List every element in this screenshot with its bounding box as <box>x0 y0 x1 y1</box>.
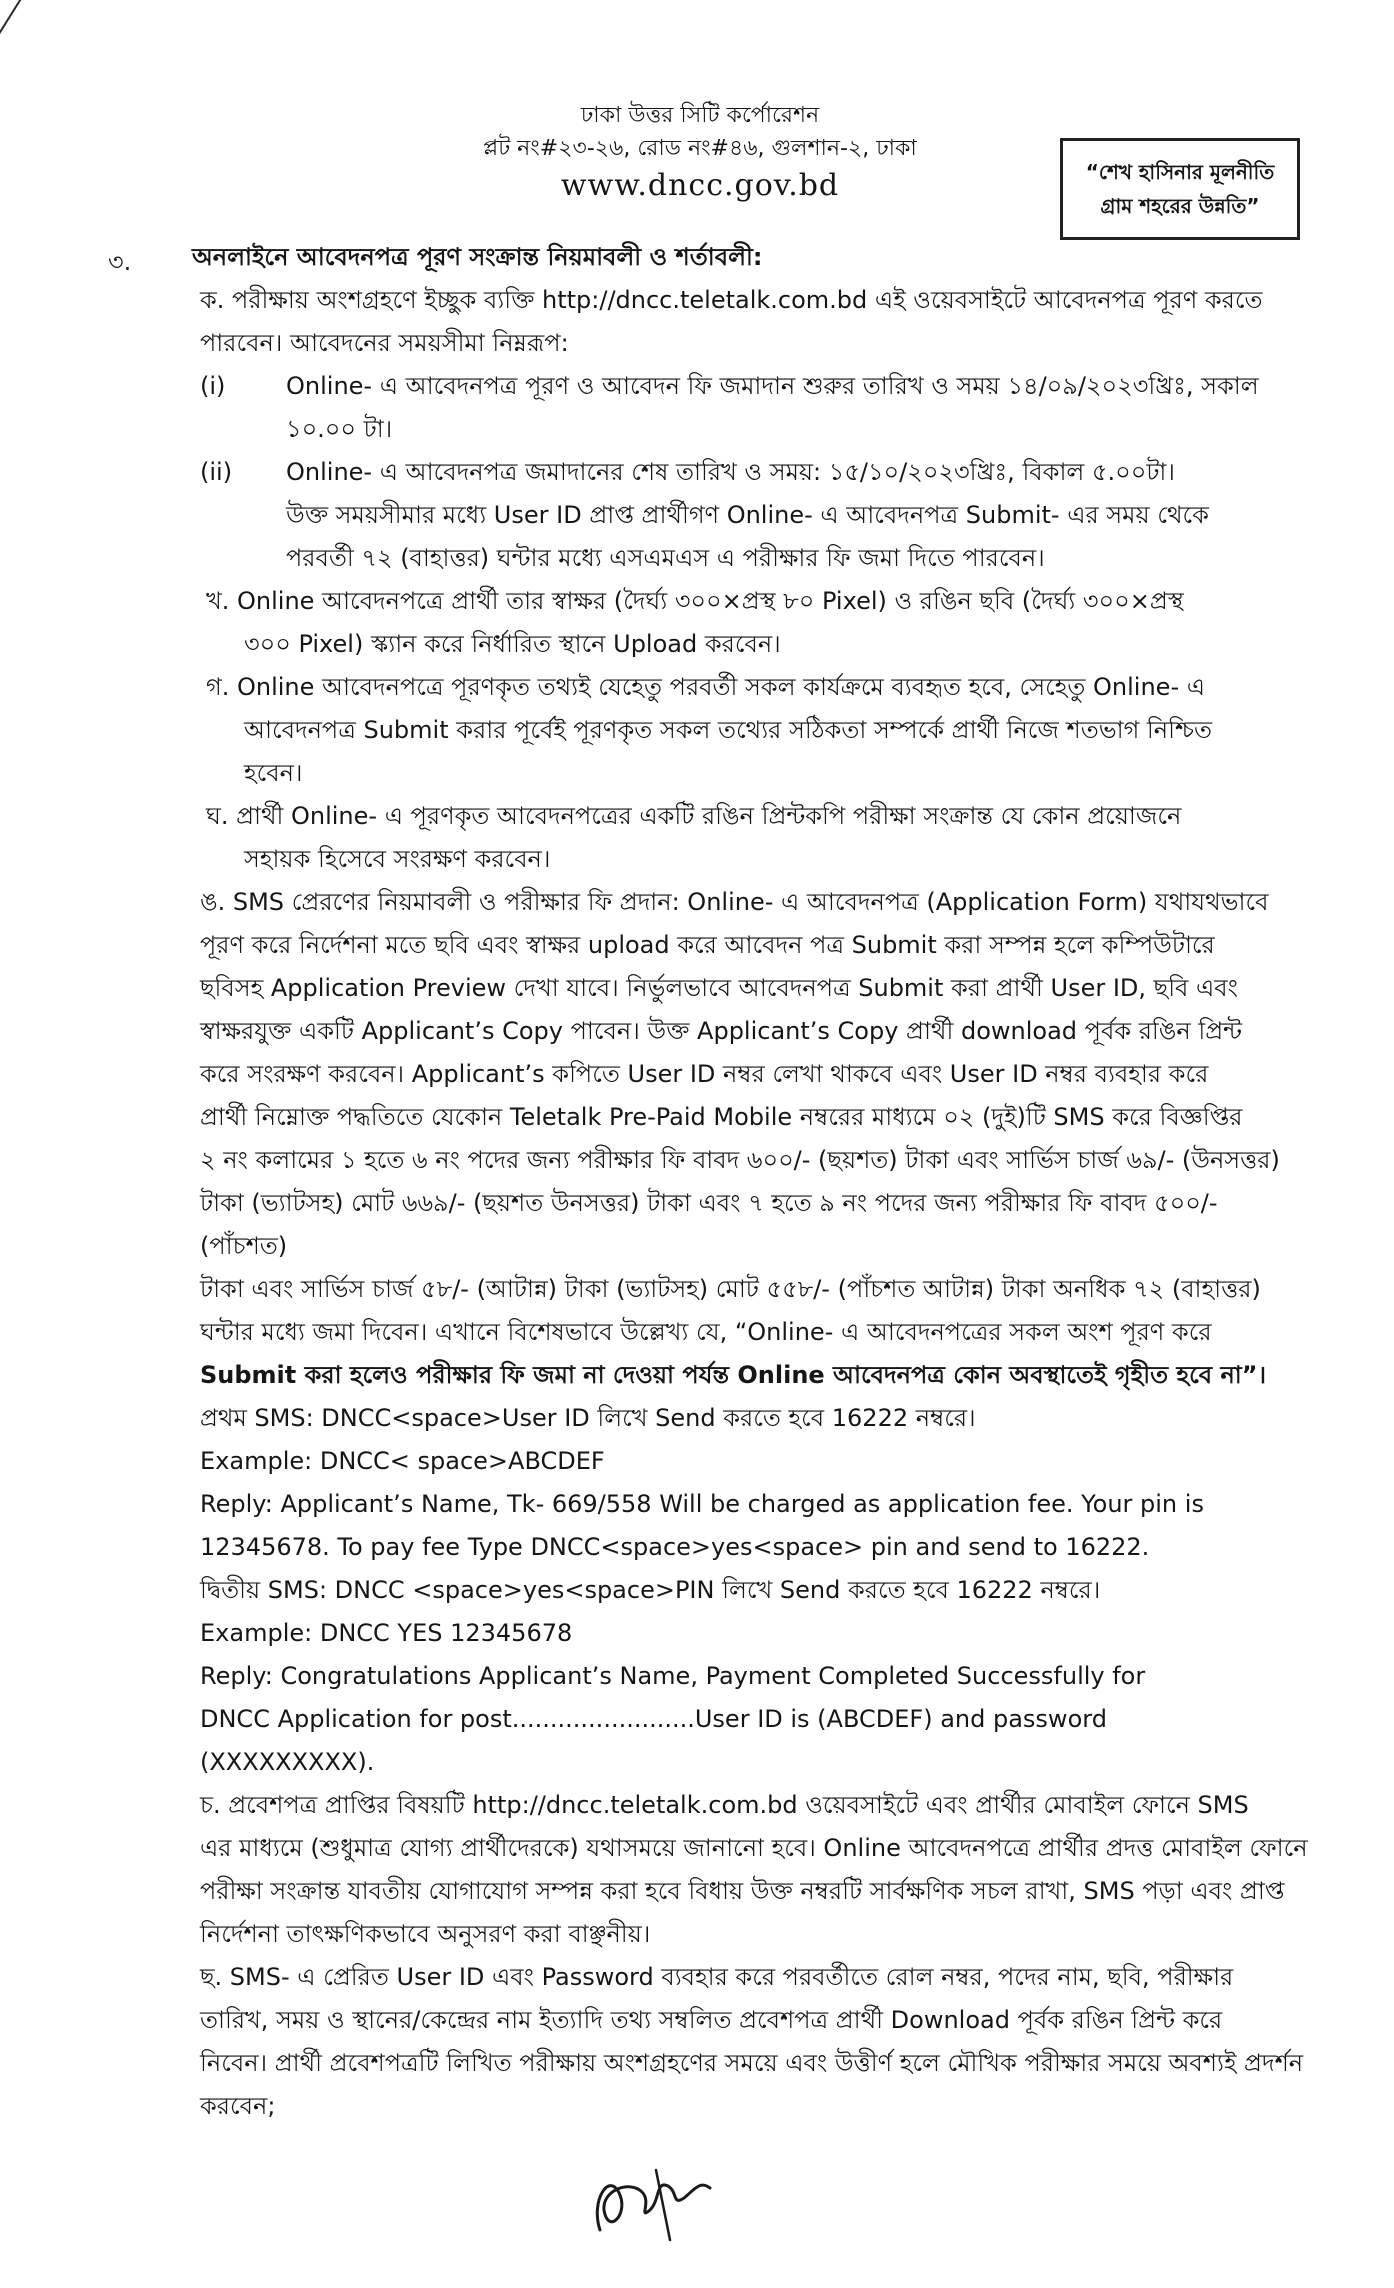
item-uma-line-4: স্বাক্ষরযুক্ত একটি Applicant’s Copy পাবেন। উক্ত Applicant’s Copy প্রার্থী download পূর্বক রঙিন প্রিন্ট <box>200 1017 1243 1045</box>
item-ii-line-2: উক্ত সময়সীমার মধ্যে User ID প্রাপ্ত প্রার্থীগণ Online- এ আবেদনপত্র Submit- এর সময় থেকে <box>286 501 1209 529</box>
org-name: ঢাকা উত্তর সিটি কর্পোরেশন <box>580 103 820 128</box>
item-gha-line-1: ঘ. প্রার্থী Online- এ পূরণকৃত আবেদনপত্রের একটি রঙিন প্রিন্টকপি পরীক্ষা সংক্রান্ত যে কোন প্রয়োজনে <box>206 802 1182 830</box>
item-ii-label: (ii) <box>200 458 233 486</box>
sms-reply-2-line-2: DNCC Application for post........................User ID is (ABCDEF) and password <box>200 1705 1107 1733</box>
sms-reply-1-line-1: Reply: Applicant’s Name, Tk- 669/558 Will be charged as application fee. Your pin is <box>200 1490 1204 1518</box>
item-ka-line-1: ক. পরীক্ষায় অংশগ্রহণে ইচ্ছুক ব্যক্তি http://dncc.teletalk.com.bd এই ওয়েবসাইটে আবেদনপত্র পূরণ করতে <box>200 286 1263 314</box>
item-chha-line-2: তারিখ, সময় ও স্থানের/কেন্দ্রের নাম ইত্যাদি তথ্য সম্বলিত প্রবেশপত্র প্রার্থী Download পূর্বক রঙিন প্রিন্ট করে <box>200 2006 1223 2034</box>
item-i-line-2: ১০.০০ টা। <box>286 415 393 443</box>
item-chha-line-4: করবেন; <box>200 2092 276 2120</box>
item-ga-line-3: হবেন। <box>244 759 303 787</box>
sms-reply-2-line-1: Reply: Congratulations Applicant’s Name, Payment Completed Successfully for <box>200 1662 1146 1690</box>
section-content <box>192 236 1310 2128</box>
item-ii-line-3: পরবর্তী ৭২ (বাহাত্তর) ঘন্টার মধ্যে এসএমএস এ পরীক্ষার ফি জমা দিতে পারবেন। <box>286 544 1045 572</box>
sms-example-2: Example: DNCC YES 12345678 <box>200 1619 573 1647</box>
item-ii-line-1: Online- এ আবেদনপত্র জমাদানের শেষ তারিখ ও সময়: ১৫/১০/২০২৩খ্রিঃ, বিকাল ৫.০০টা। <box>286 458 1175 486</box>
sms-reply-1-line-2: 12345678. To pay fee Type DNCC<space>yes<space> pin and send to 16222. <box>200 1533 1150 1561</box>
item-uma-line-11: Submit করা হলেও পরীক্ষার ফি জমা না দেওয়া পর্যন্ত Online আবেদনপত্র কোন অবস্থাতেই গৃহীত হবে না”। <box>200 1361 1267 1389</box>
item-uma-line-10: ঘন্টার মধ্যে জমা দিবেন। এখানে বিশেষভাবে উল্লেখ্য যে, “Online- এ আবেদনপত্রের সকল অংশ পূরণ করে <box>200 1318 1212 1346</box>
section-number: ৩. <box>108 248 132 276</box>
scan-edge-line <box>0 0 27 41</box>
item-ga-line-1: গ. Online আবেদনপত্রে পূরণকৃত তথ্যই যেহেতু পরবর্তী সকল কার্যক্রমে ব্যবহৃত হবে, সেহেতু Online- এ <box>206 673 1205 701</box>
item-i <box>192 365 1310 451</box>
org-address: প্লট নং#২৩-২৬, রোড নং#৪৬, গুলশান-২, ঢাকা <box>483 136 917 161</box>
item-uma-line-7: ২ নং কলামের ১ হতে ৬ নং পদের জন্য পরীক্ষার ফি বাবদ ৬০০/- (ছয়শত) টাকা এবং সার্ভিস চার্জ ৬৯/- (উনসত্তর) <box>200 1146 1280 1174</box>
sms-reply-2-line-3: (XXXXXXXXX). <box>200 1748 375 1776</box>
handwritten-signature <box>560 2140 740 2250</box>
item-i-line-1: Online- এ আবেদনপত্র পূরণ ও আবেদন ফি জমাদান শুরুর তারিখ ও সময় ১৪/০৯/২০২৩খ্রিঃ, সকাল <box>286 372 1259 400</box>
item-gha-line-2: সহায়ক হিসেবে সংরক্ষণ করবেন। <box>244 845 551 873</box>
item-ii <box>192 451 1310 580</box>
sms-second: দ্বিতীয় SMS: DNCC <space>yes<space>PIN লিখে Send করতে হবে 16222 নম্বরে। <box>200 1576 1101 1604</box>
item-cha-line-3: পরীক্ষা সংক্রান্ত যাবতীয় যোগাযোগ সম্পন্ন করা হবে বিধায় উক্ত নম্বরটি সার্বক্ষণিক সচল রাখা, SMS পড়া এবং প্রাপ্ত <box>200 1877 1285 1905</box>
item-uma-line-9: টাকা এবং সার্ভিস চার্জ ৫৮/- (আটান্ন) টাকা (ভ্যাটসহ) মোট ৫৫৮/- (পাঁচশত আটান্ন) টাকা অনধিক ৭২ (বাহাত্তর) <box>200 1275 1261 1303</box>
item-cha-line-2: এর মাধ্যমে (শুধুমাত্র যোগ্য প্রার্থীদেরকে) যথাসময়ে জানানো হবে। Online আবেদনপত্রে প্রার্থীর প্রদত্ত মোবাইল ফোনে <box>200 1834 1308 1862</box>
item-uma-line-2: পূরণ করে নির্দেশনা মতে ছবি এবং স্বাক্ষর upload করে আবেদন পত্র Submit করা সম্পন্ন হলে কম্পিউটারে <box>200 931 1215 959</box>
item-ga-line-2: আবেদনপত্র Submit করার পূর্বেই পূরণকৃত সকল তথ্যের সঠিকতা সম্পর্কে প্রার্থী নিজে শতভাগ নিশ্চিত <box>244 716 1213 744</box>
item-chha-line-1: ছ. SMS- এ প্রেরিত User ID এবং Password ব্যবহার করে পরবর্তীতে রোল নম্বর, পদের নাম, ছবি, পরীক্ষার <box>200 1963 1234 1991</box>
item-ka-line-2: পারবেন। আবেদনের সময়সীমা নিম্নরূপ: <box>200 329 569 357</box>
sms-example-1: Example: DNCC< space>ABCDEF <box>200 1447 605 1475</box>
motto-line-2: গ্রাম শহরের উন্নতি” <box>1100 194 1260 218</box>
item-kha-line-1: খ. Online আবেদনপত্রে প্রার্থী তার স্বাক্ষর (দৈর্ঘ্য ৩০০×প্রস্থ ৮০ Pixel) ও রঙিন ছবি (দৈর্ঘ্য ৩০০×প্রস্থ <box>206 587 1184 615</box>
item-cha-line-4: নির্দেশনা তাৎক্ষণিকভাবে অনুসরণ করা বাঞ্ছনীয়। <box>200 1920 651 1948</box>
section-title: অনলাইনে আবেদনপত্র পূরণ সংক্রান্ত নিয়মাবলী ও শর্তাবলী: <box>192 243 763 271</box>
item-cha-line-1: চ. প্রবেশপত্র প্রাপ্তির বিষয়টি http://dncc.teletalk.com.bd ওয়েবসাইটে এবং প্রার্থীর মোবাইল ফোনে SMS <box>200 1791 1249 1819</box>
item-i-label: (i) <box>200 372 226 400</box>
letterhead <box>400 100 1000 206</box>
item-uma-line-3: ছবিসহ Application Preview দেখা যাবে। নির্ভুলভাবে আবেদনপত্র Submit করা প্রার্থী User ID, ছবি এবং <box>200 974 1238 1002</box>
motto-box <box>1060 138 1300 240</box>
item-uma-line-5: করে সংরক্ষণ করবেন। Applicant’s কপিতে User ID নম্বর লেখা থাকবে এবং User ID নম্বর ব্যবহার করে <box>200 1060 1209 1088</box>
sms-first: প্রথম SMS: DNCC<space>User ID লিখে Send করতে হবে 16222 নম্বরে। <box>200 1404 976 1432</box>
item-uma-line-1: ঙ. SMS প্রেরণের নিয়মাবলী ও পরীক্ষার ফি প্রদান: Online- এ আবেদনপত্র (Application Form) যথাযথভাবে <box>200 888 1269 916</box>
motto-line-1: “শেখ হাসিনার মূলনীতি <box>1085 160 1275 184</box>
item-uma-line-8: টাকা (ভ্যাটসহ) মোট ৬৬৯/- (ছয়শত উনসত্তর) টাকা এবং ৭ হতে ৯ নং পদের জন্য পরীক্ষার ফি বাবদ ৫০০/- (পাঁচশত) <box>200 1189 1218 1260</box>
item-uma-line-6: প্রার্থী নিম্নোক্ত পদ্ধতিতে যেকোন Teletalk Pre-Paid Mobile নম্বরের মাধ্যমে ০২ (দুই)টি SMS করে বিজ্ঞপ্তির <box>200 1103 1243 1131</box>
org-website: www.dncc.gov.bd <box>560 168 840 203</box>
item-kha-line-2: ৩০০ Pixel) স্ক্যান করে নির্ধারিত স্থানে Upload করবেন। <box>244 630 781 658</box>
item-chha-line-3: নিবেন। প্রার্থী প্রবেশপত্রটি লিখিত পরীক্ষায় অংশগ্রহণের সময়ে এবং উত্তীর্ণ হলে মৌখিক পরীক্ষার সময়ে অবশ্যই প্রদর্শন <box>200 2049 1304 2077</box>
